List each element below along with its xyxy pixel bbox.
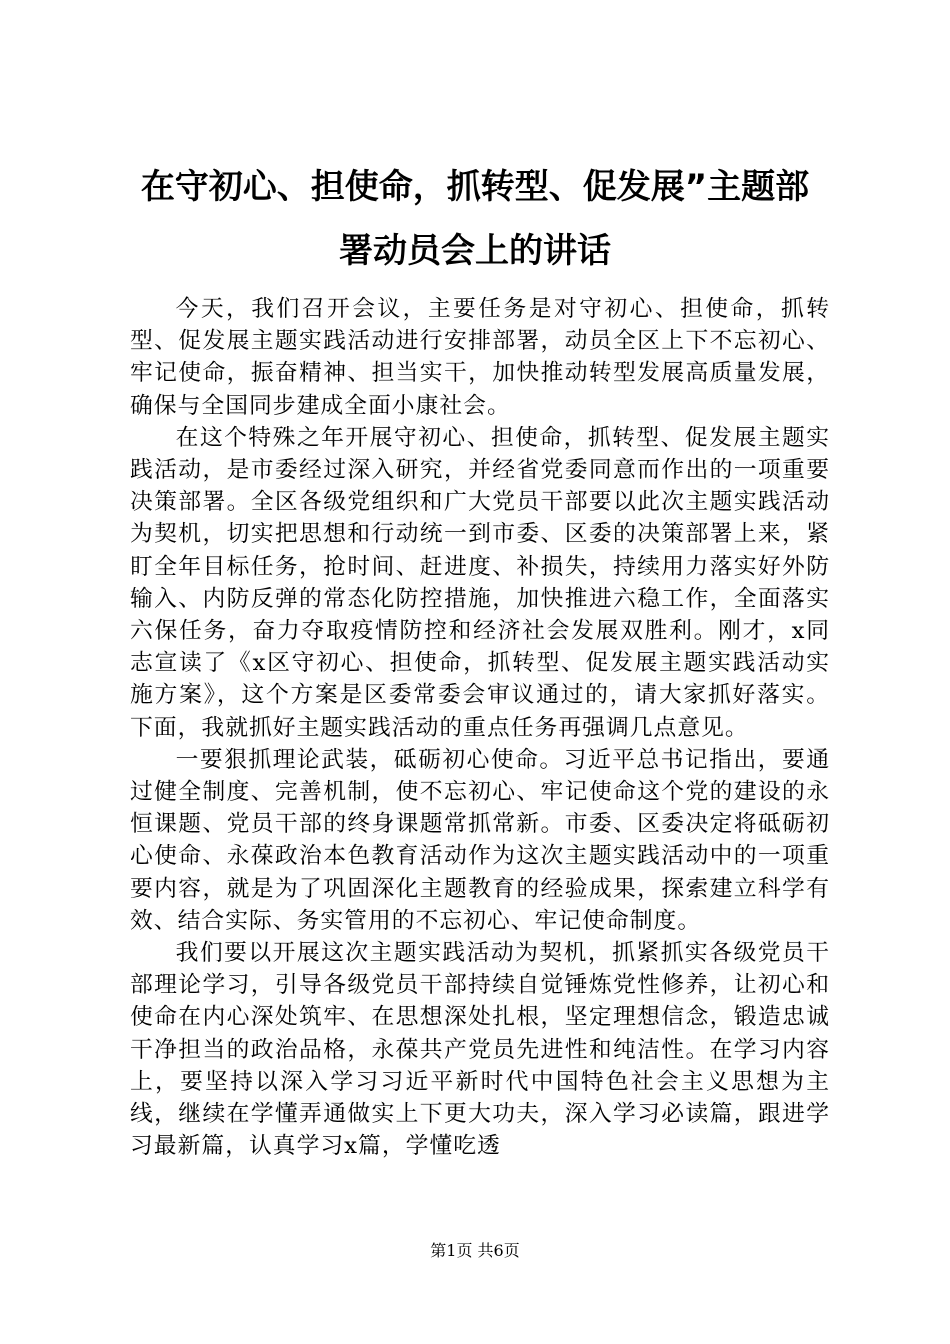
document-title bbox=[120, 155, 830, 283]
page-number: 第1页 共6页 bbox=[430, 1241, 520, 1260]
paragraph-2: 在这个特殊之年开展守初心、担使命，抓转型、促发展主题实践活动，是市委经过深入研究，并经省党委同意而作出的一项重要决策部署。全区各级党组织和广大党员干部要以此次主题实践活动为契机，切实把思想和行动统一到市委、区委的决策部署上来，紧盯全年目标任务，抢时间、赶进度、补损失，持续用力落实好外防输入、内防反弹的常态化防控措施，加快推进六稳工作，全面落实六保任务，奋力夺取疫情防控和经济社会发展双胜利。刚才，x同志宣读了《x区守初心、担使命，抓转型、促发展主题实践活动实施方案》，这个方案是区委常委会审议通过的，请大家抓好落实。下面，我就抓好主题实践活动的重点任务再强调几点意见。 bbox=[130, 424, 830, 741]
document-body bbox=[130, 293, 830, 1162]
paragraph-4: 我们要以开展这次主题实践活动为契机，抓紧抓实各级党员干部理论学习，引导各级党员干部持续自觉锤炼党性修养，让初心和使命在内心深处筑牢、在思想深处扎根，坚定理想信念，锻造忠诚干净担当的政治品格，永葆共产党员先进性和纯洁性。在学习内容上，要坚持以深入学习习近平新时代中国特色社会主义思想为主线，继续在学懂弄通做实上下更大功夫，深入学习必读篇，跟进学习最新篇，认真学习x篇，学懂吃透 bbox=[130, 940, 830, 1160]
paragraph-3: 一要狠抓理论武装，砥砺初心使命。习近平总书记指出，要通过健全制度、完善机制，使不忘初心、牢记使命这个党的建设的永恒课题、党员干部的终身课题常抓常新。市委、区委决定将砥砺初心使命、永葆政治本色教育活动作为这次主题实践活动中的一项重要内容，就是为了巩固深化主题教育的经验成果，探索建立科学有效、结合实际、务实管用的不忘初心、牢记使命制度。 bbox=[130, 746, 830, 934]
paragraph-1: 今天，我们召开会议，主要任务是对守初心、担使命，抓转型、促发展主题实践活动进行安排部署，动员全区上下不忘初心、牢记使命，振奋精神、担当实干，加快推动转型发展高质量发展，确保与全国同步建成全面小康社会。 bbox=[130, 296, 830, 419]
title-line-1: 在守初心、担使命，抓转型、促发展”主题部 bbox=[140, 167, 810, 207]
title-line-2: 署动员会上的讲话 bbox=[339, 231, 611, 271]
page-footer bbox=[0, 1241, 950, 1261]
